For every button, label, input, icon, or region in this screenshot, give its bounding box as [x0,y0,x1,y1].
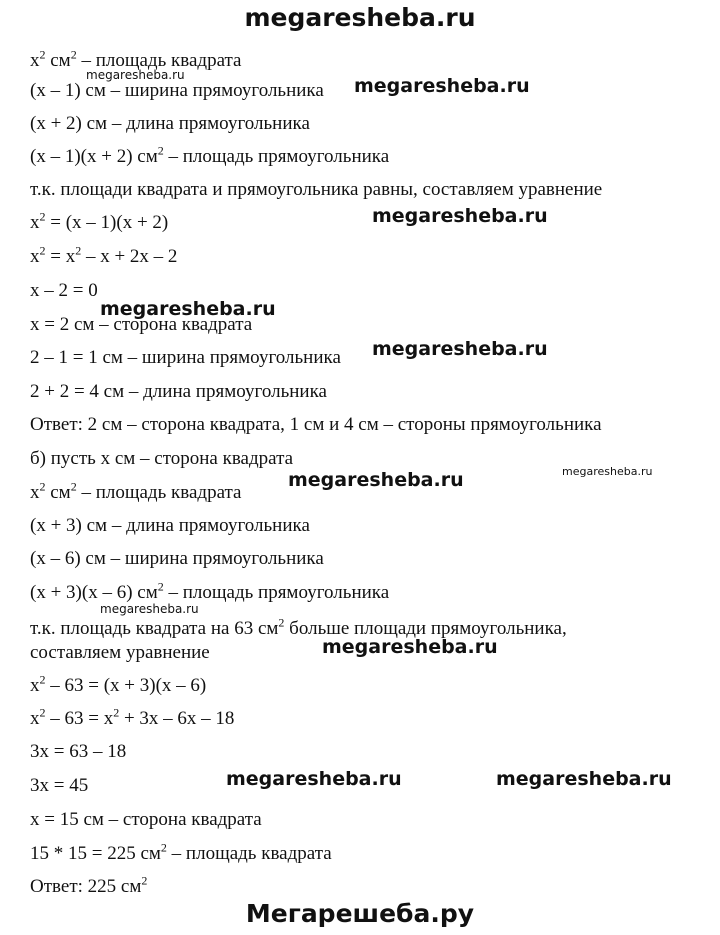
watermark: megaresheba.ru [288,469,464,491]
watermark: megaresheba.ru [372,205,548,227]
watermark: megaresheba.ru [322,636,498,658]
watermark: megaresheba.ru [496,768,672,790]
solution-line: 2 + 2 = 4 см – длина прямоугольника [30,381,327,402]
equation-line: $x^2 = x^2 - x + 2x - 2$ [30,243,178,267]
solution-line: (x + 2) см – длина прямоугольника [30,113,310,134]
watermark: megaresheba.ru [100,602,199,616]
site-footer: Мегарешеба.ру [245,899,475,928]
watermark: megaresheba.ru [562,465,653,478]
solution-line: $x^2$ $см^2$ – площадь квадрата [30,47,242,71]
solution-line: б) пусть x см – сторона квадрата [30,448,294,469]
answer-line: Ответ: 2 см – сторона квадрата, 1 см и 4 см – стороны прямоугольника [30,414,602,435]
equation-line: 3x = 63 – 18 [30,741,127,762]
equation-line: $x^2 - 63 = x^2 + 3x - 6x - 18$ [30,705,235,729]
solution-line: (x – 1)(x + 2) $см^2$ – площадь прямоугольника [30,143,390,167]
solution-line: (x – 6) см – ширина прямоугольника [30,548,324,569]
solution-line: x = 2 см – сторона квадрата [30,314,253,335]
solution-line: (x + 3) см – длина прямоугольника [30,515,310,536]
equation-line: $x^2 = (x - 1)(x + 2)$ [30,209,169,233]
solution-line: x = 15 см – сторона квадрата [30,809,262,830]
watermark: megaresheba.ru [372,338,548,360]
solution-line: 15 * 15 = 225 $см^2$ – площадь квадрата [30,840,332,864]
solution-line: (x + 3)(x – 6) $см^2$ – площадь прямоугольника [30,579,390,603]
equation-line: x – 2 = 0 [30,280,98,301]
answer-line: Ответ: 225 $см^2$ [30,873,148,897]
solution-line: 2 – 1 = 1 см – ширина прямоугольника [30,347,341,368]
watermark: megaresheba.ru [100,298,276,320]
solution-line: составляем уравнение [30,642,210,663]
watermark: megaresheba.ru [354,75,530,97]
solution-line: т.к. площади квадрата и прямоугольника равны, составляем уравнение [30,179,603,200]
equation-line: $x^2 - 63 = (x + 3)(x - 6)$ [30,672,207,696]
solution-line: $x^2$ $см^2$ – площадь квадрата [30,479,242,503]
solution-line: (x – 1) см – ширина прямоугольника [30,80,324,101]
solution-line: т.к. площадь квадрата на 63 $см^2$ больше площади прямоугольника, [30,615,567,639]
watermark: megaresheba.ru [86,68,185,82]
site-header: megaresheba.ru [244,3,476,32]
watermark: megaresheba.ru [226,768,402,790]
equation-line: 3x = 45 [30,775,89,796]
